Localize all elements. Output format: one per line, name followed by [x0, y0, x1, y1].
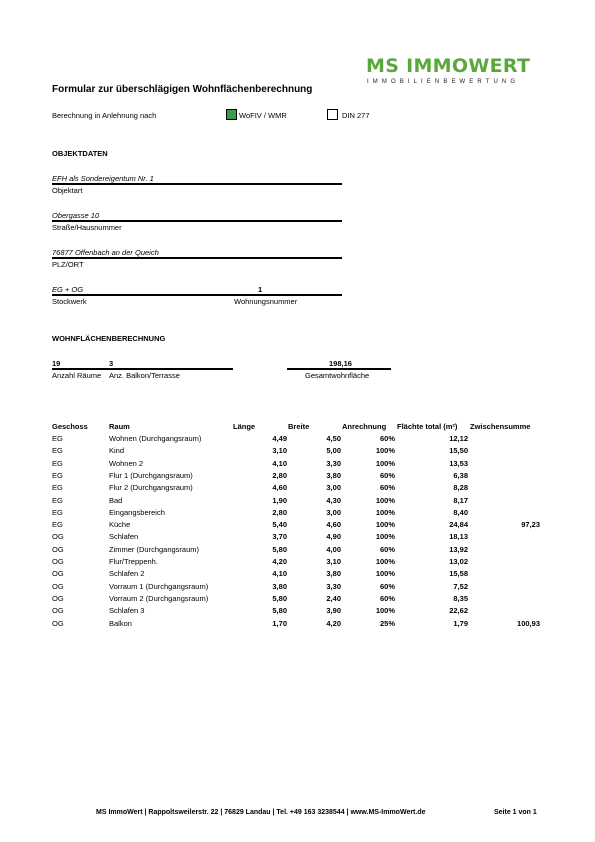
table-cell: 24,84 — [449, 520, 468, 530]
objektdaten-heading: OBJEKTDATEN — [52, 149, 108, 158]
din277-label: DIN 277 — [342, 111, 370, 120]
gesamt-label: Gesamtwohnfläche — [305, 371, 370, 380]
table-cell: 100% — [375, 520, 395, 530]
wohnungsnummer-label: Wohnungsnummer — [234, 297, 298, 306]
table-cell: 1,90 — [272, 495, 287, 505]
raeume-label: Anzahl Räume — [52, 371, 102, 380]
table-cell: OG — [52, 544, 64, 554]
table-cell: OG — [52, 606, 64, 616]
table-cell: 13,92 — [449, 544, 468, 554]
table-cell: 18,13 — [449, 532, 468, 542]
table-header-cell: Länge — [233, 422, 256, 431]
wofiv-checkbox[interactable] — [226, 109, 237, 120]
basis-label: Berechnung in Anlehnung nach — [52, 111, 157, 120]
table-cell: 12,12 — [449, 434, 468, 443]
table-cell: Wohnen (Durchgangsraum) — [109, 434, 202, 443]
table-cell: 13,02 — [449, 557, 468, 566]
table-cell: 6,38 — [453, 470, 468, 480]
table-cell: EG — [52, 520, 63, 530]
table-cell: 4,00 — [326, 544, 341, 554]
table-cell: 3,80 — [272, 581, 287, 591]
stockwerk-value[interactable]: EG + OG — [52, 285, 84, 294]
stockwerk-underline — [52, 294, 342, 296]
table-cell: EG — [52, 495, 63, 505]
plz-label: PLZ/ORT — [52, 260, 84, 269]
wohnungsnummer-value[interactable]: 1 — [258, 285, 263, 294]
table-header-cell: Geschoss — [52, 422, 88, 431]
table-cell: EG — [52, 446, 63, 456]
table-cell: Balkon — [109, 618, 132, 628]
table-cell: Küche — [109, 520, 131, 530]
table-cell: 60% — [379, 470, 395, 480]
table-cell: 60% — [379, 593, 395, 603]
table-cell: OG — [52, 618, 64, 628]
table-cell: Flur 2 (Durchgangsraum) — [109, 483, 193, 493]
table-cell: 4,10 — [272, 569, 287, 579]
table-cell: EG — [52, 470, 63, 480]
table-cell: 60% — [379, 581, 395, 591]
table-cell: OG — [52, 557, 64, 566]
table-cell: 3,00 — [326, 483, 341, 493]
objektart-value[interactable]: EFH als Sondereigentum Nr. 1 — [52, 174, 154, 183]
table-cell: 3,00 — [326, 507, 341, 517]
table-cell: Schlafen 2 — [109, 569, 145, 579]
table-cell: EG — [52, 458, 63, 468]
table-cell: 100% — [375, 532, 395, 542]
table-cell: 8,35 — [453, 593, 468, 603]
table-cell: OG — [52, 593, 64, 603]
table-cell: 3,30 — [326, 581, 341, 591]
table-cell: OG — [52, 581, 64, 591]
table-cell: 5,80 — [272, 606, 287, 616]
strasse-label: Straße/Hausnummer — [52, 223, 122, 232]
table-cell: 2,80 — [272, 470, 287, 480]
raeume-underline — [52, 368, 233, 370]
table-cell: Schlafen — [109, 532, 139, 542]
table-cell: EG — [52, 434, 63, 443]
table-cell: Flur 1 (Durchgangsraum) — [109, 470, 193, 480]
table-cell: 5,00 — [326, 446, 341, 456]
table-cell: 22,62 — [449, 606, 468, 616]
table-cell: 100,93 — [517, 618, 540, 628]
table-cell: Eingangsbereich — [109, 507, 165, 517]
table-cell: 100% — [375, 458, 395, 468]
table-cell: 3,90 — [326, 606, 341, 616]
table-cell: Flur/Treppenh. — [109, 557, 158, 566]
table-cell: 8,28 — [453, 483, 468, 493]
din277-checkbox[interactable] — [327, 109, 338, 120]
table-header-cell: Zwischensumme — [470, 422, 531, 431]
table-cell: 3,30 — [326, 458, 341, 468]
table-cell: 8,17 — [453, 495, 468, 505]
table-cell: 3,70 — [272, 532, 287, 542]
table-cell: 25% — [379, 618, 395, 628]
stockwerk-label: Stockwerk — [52, 297, 87, 306]
table-cell: 13,53 — [449, 458, 468, 468]
table-cell: 7,52 — [453, 581, 468, 591]
table-cell: 4,60 — [272, 483, 287, 493]
gesamt-underline — [287, 368, 391, 370]
table-cell: 4,20 — [272, 557, 287, 566]
table-cell: 3,80 — [326, 569, 341, 579]
table-cell: 8,40 — [453, 507, 468, 517]
table-cell: 15,58 — [449, 569, 468, 579]
table-cell: 4,90 — [326, 532, 341, 542]
table-cell: 4,60 — [326, 520, 341, 530]
table-cell: Bad — [109, 495, 123, 505]
table-cell: 2,40 — [326, 593, 341, 603]
objektart-label: Objektart — [52, 186, 83, 195]
balkon-label: Anz. Balkon/Terrasse — [109, 371, 180, 380]
table-header-cell: Flächte total (m²) — [397, 422, 458, 431]
table-cell: 100% — [375, 446, 395, 456]
plz-value[interactable]: 76877 Offenbach an der Queich — [52, 248, 159, 257]
table-cell: 100% — [375, 569, 395, 579]
table-header-cell: Anrechnung — [342, 422, 387, 431]
table-cell: 5,80 — [272, 593, 287, 603]
company-tagline: IMMOBILIENBEWERTUNG — [367, 79, 520, 85]
strasse-value[interactable]: Obergasse 10 — [52, 211, 100, 220]
table-cell: OG — [52, 569, 64, 579]
plz-underline — [52, 257, 342, 259]
table-cell: 4,20 — [326, 618, 341, 628]
table-cell: 5,40 — [272, 520, 287, 530]
table-cell: 100% — [375, 507, 395, 517]
table-cell: 97,23 — [521, 520, 540, 530]
table-cell: 1,70 — [272, 618, 287, 628]
table-cell: EG — [52, 507, 63, 517]
footer-text: MS ImmoWert | Rappoltsweilerstr. 22 | 76829 Landau | Tel. +49 163 3238544 | www.MS-ImmoWert.de — [96, 809, 426, 816]
table-cell: 60% — [379, 483, 395, 493]
table-cell: Vorraum 2 (Durchgangsraum) — [109, 593, 209, 603]
table-cell: 100% — [375, 557, 395, 566]
table-cell: 4,10 — [272, 458, 287, 468]
table-header-cell: Raum — [109, 422, 130, 431]
table-cell: 1,79 — [453, 618, 468, 628]
raeume-value[interactable]: 19 — [52, 359, 61, 368]
page-title: Formular zur überschlägigen Wohnflächenberechnung — [52, 84, 313, 95]
table-cell: Schlafen 3 — [109, 606, 145, 616]
table-cell: 3,80 — [326, 470, 341, 480]
footer-page: Seite 1 von 1 — [494, 809, 537, 816]
wofiv-label: WoFIV / WMR — [239, 111, 287, 120]
objektart-underline — [52, 183, 342, 185]
balkon-value[interactable]: 3 — [109, 359, 114, 368]
table-cell: Zimmer (Durchgangsraum) — [109, 544, 200, 554]
table-cell: 60% — [379, 544, 395, 554]
table-cell: 60% — [379, 434, 395, 443]
table-cell: OG — [52, 532, 64, 542]
table-cell: 4,50 — [326, 434, 341, 443]
table-cell: Vorraum 1 (Durchgangsraum) — [109, 581, 209, 591]
table-cell: 100% — [375, 495, 395, 505]
table-cell: 4,49 — [272, 434, 287, 443]
table-cell: 15,50 — [449, 446, 468, 456]
berechnung-heading: WOHNFLÄCHENBERECHNUNG — [52, 334, 166, 343]
table-cell: Wohnen 2 — [109, 458, 144, 468]
gesamt-value: 198,16 — [329, 359, 352, 368]
table-cell: Kind — [109, 446, 125, 456]
strasse-underline — [52, 220, 342, 222]
table-header-cell: Breite — [288, 422, 310, 431]
table-cell: 100% — [375, 606, 395, 616]
table-cell: 5,80 — [272, 544, 287, 554]
table-cell: 4,30 — [326, 495, 341, 505]
company-logo: MS IMMOWERT — [366, 55, 531, 77]
table-cell: EG — [52, 483, 63, 493]
table-cell: 2,80 — [272, 507, 287, 517]
table-cell: 3,10 — [272, 446, 287, 456]
table-cell: 3,10 — [326, 557, 341, 566]
